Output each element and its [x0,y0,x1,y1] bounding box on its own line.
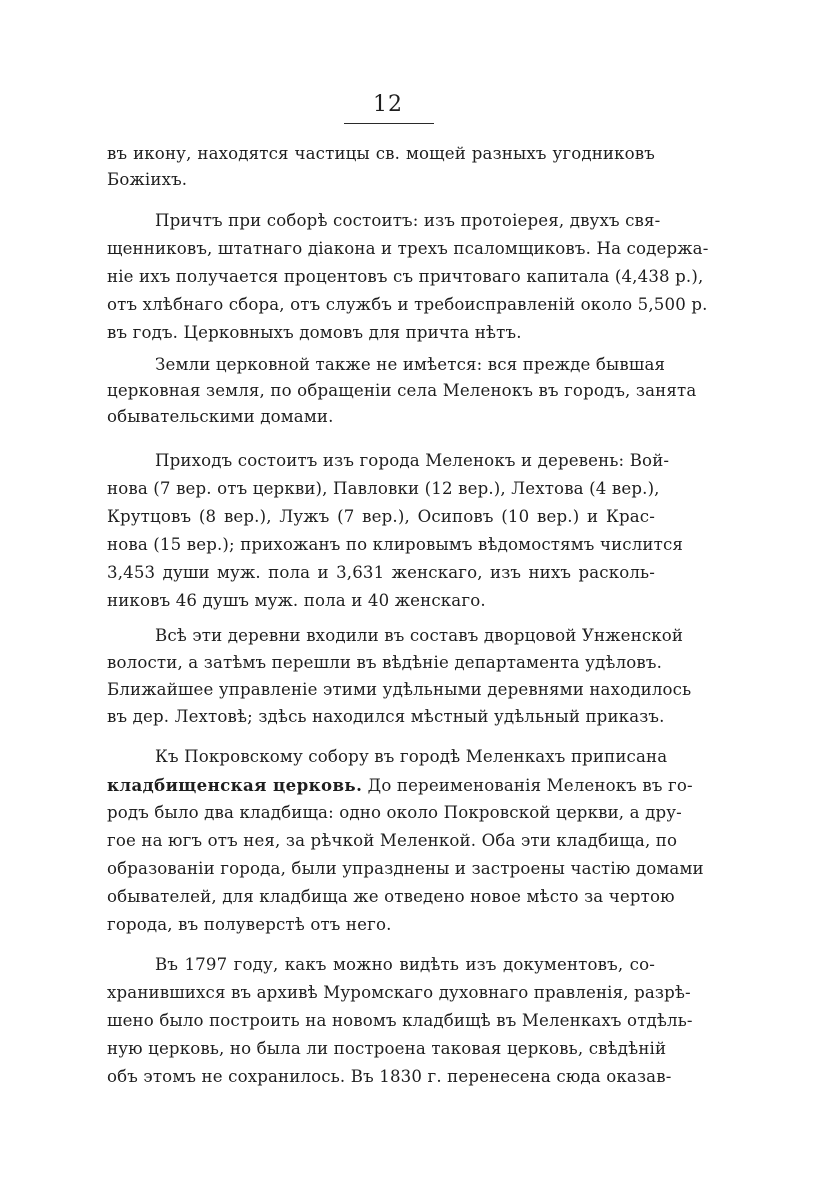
text-line: 3,453 души муж. пола и 3,631 женскаго, изъ нихъ расколь- [107,563,655,582]
paragraph-4 [107,447,684,615]
bold-term: кладбищенская церковь. [107,775,363,795]
page-number-rule [344,123,434,124]
text-line: нова (15 вер.); прихожанъ по клировымъ вѣдомостямъ числится [107,535,684,554]
text-line: Въ 1797 году, какъ можно видѣть изъ документовъ, со- [155,955,655,974]
paragraph-7 [107,951,693,1091]
text-fragment: Къ Покровскому собору въ городѣ Меленкахъ приписана [155,747,668,766]
text-line: нова (7 вер. отъ церкви), Павловки (12 вер.), Лехтова (4 вер.), [107,479,660,498]
text-line: ніе ихъ получается процентовъ съ причтоваго капитала (4,438 р.), [107,267,704,286]
text-line: обывателей, для кладбища же отведено новое мѣсто за чертою [107,887,675,906]
text-line: шено было построить на новомъ кладбищѣ въ Меленкахъ отдѣль- [107,1011,693,1030]
text-line: города, въ полуверстѣ отъ него. [107,915,392,934]
text-line [107,771,693,799]
text-line: въ икону, находятся частицы св. мощей разныхъ угодниковъ [107,144,655,163]
text-line: родъ было два кладбища: одно около Покровской церкви, а дру- [107,803,682,822]
page-number: 12 [373,92,403,117]
text-line [107,743,668,771]
text-line: ную церковь, но была ли построена таковая церковь, свѣдѣній [107,1039,667,1058]
text-line: Всѣ эти деревни входили въ составъ дворцовой Унженской [155,626,684,645]
text-line: образованіи города, были упразднены и застроены частію домами [107,859,704,878]
text-line: церковная земля, по обращеніи села Меленокъ въ городъ, занята [107,381,697,400]
text-line: отъ хлѣбнаго сбора, отъ службъ и требоисправленій около 5,500 р. [107,295,708,314]
text-line: никовъ 46 душъ муж. пола и 40 женскаго. [107,591,486,610]
text-line: Земли церковной также не имѣется: вся прежде бывшая [155,355,666,374]
text-line: хранившихся въ архивѣ Муромскаго духовнаго правленія, разрѣ- [107,983,691,1002]
text-line: въ годъ. Церковныхъ домовъ для причта нѣтъ. [107,323,522,342]
text-line: объ этомъ не сохранилось. Въ 1830 г. перенесена сюда оказав- [107,1067,672,1086]
paragraph-5 [107,622,692,730]
text-fragment: До переименованія Меленокъ въ го- [362,776,693,795]
text-line: обывательскими домами. [107,407,334,426]
paragraph-6 [107,743,704,939]
paragraph-1 [107,141,655,193]
text-line: волости, а затѣмъ перешли въ вѣдѣніе департамента удѣловъ. [107,653,663,672]
text-line: гое на югъ отъ нея, за рѣчкой Меленкой. Оба эти кладбища, по [107,831,678,850]
text-line: въ дер. Лехтовѣ; здѣсь находился мѣстный удѣльный приказъ. [107,707,665,726]
text-line: щенниковъ, штатнаго діакона и трехъ псаломщиковъ. На содержа- [107,239,709,258]
text-line: Божіихъ. [107,170,188,189]
paragraph-3 [107,352,697,430]
text-line: Причтъ при соборѣ состоитъ: изъ протоіерея, двухъ свя- [155,211,661,230]
paragraph-2 [107,207,709,347]
text-line: Приходъ состоитъ изъ города Меленокъ и деревень: Вой- [155,451,670,470]
text-line: Ближайшее управленіе этими удѣльными деревнями находилось [107,680,692,699]
text-line: Крутцовъ (8 вер.), Лужъ (7 вер.), Осиповъ (10 вер.) и Крас- [107,507,655,526]
